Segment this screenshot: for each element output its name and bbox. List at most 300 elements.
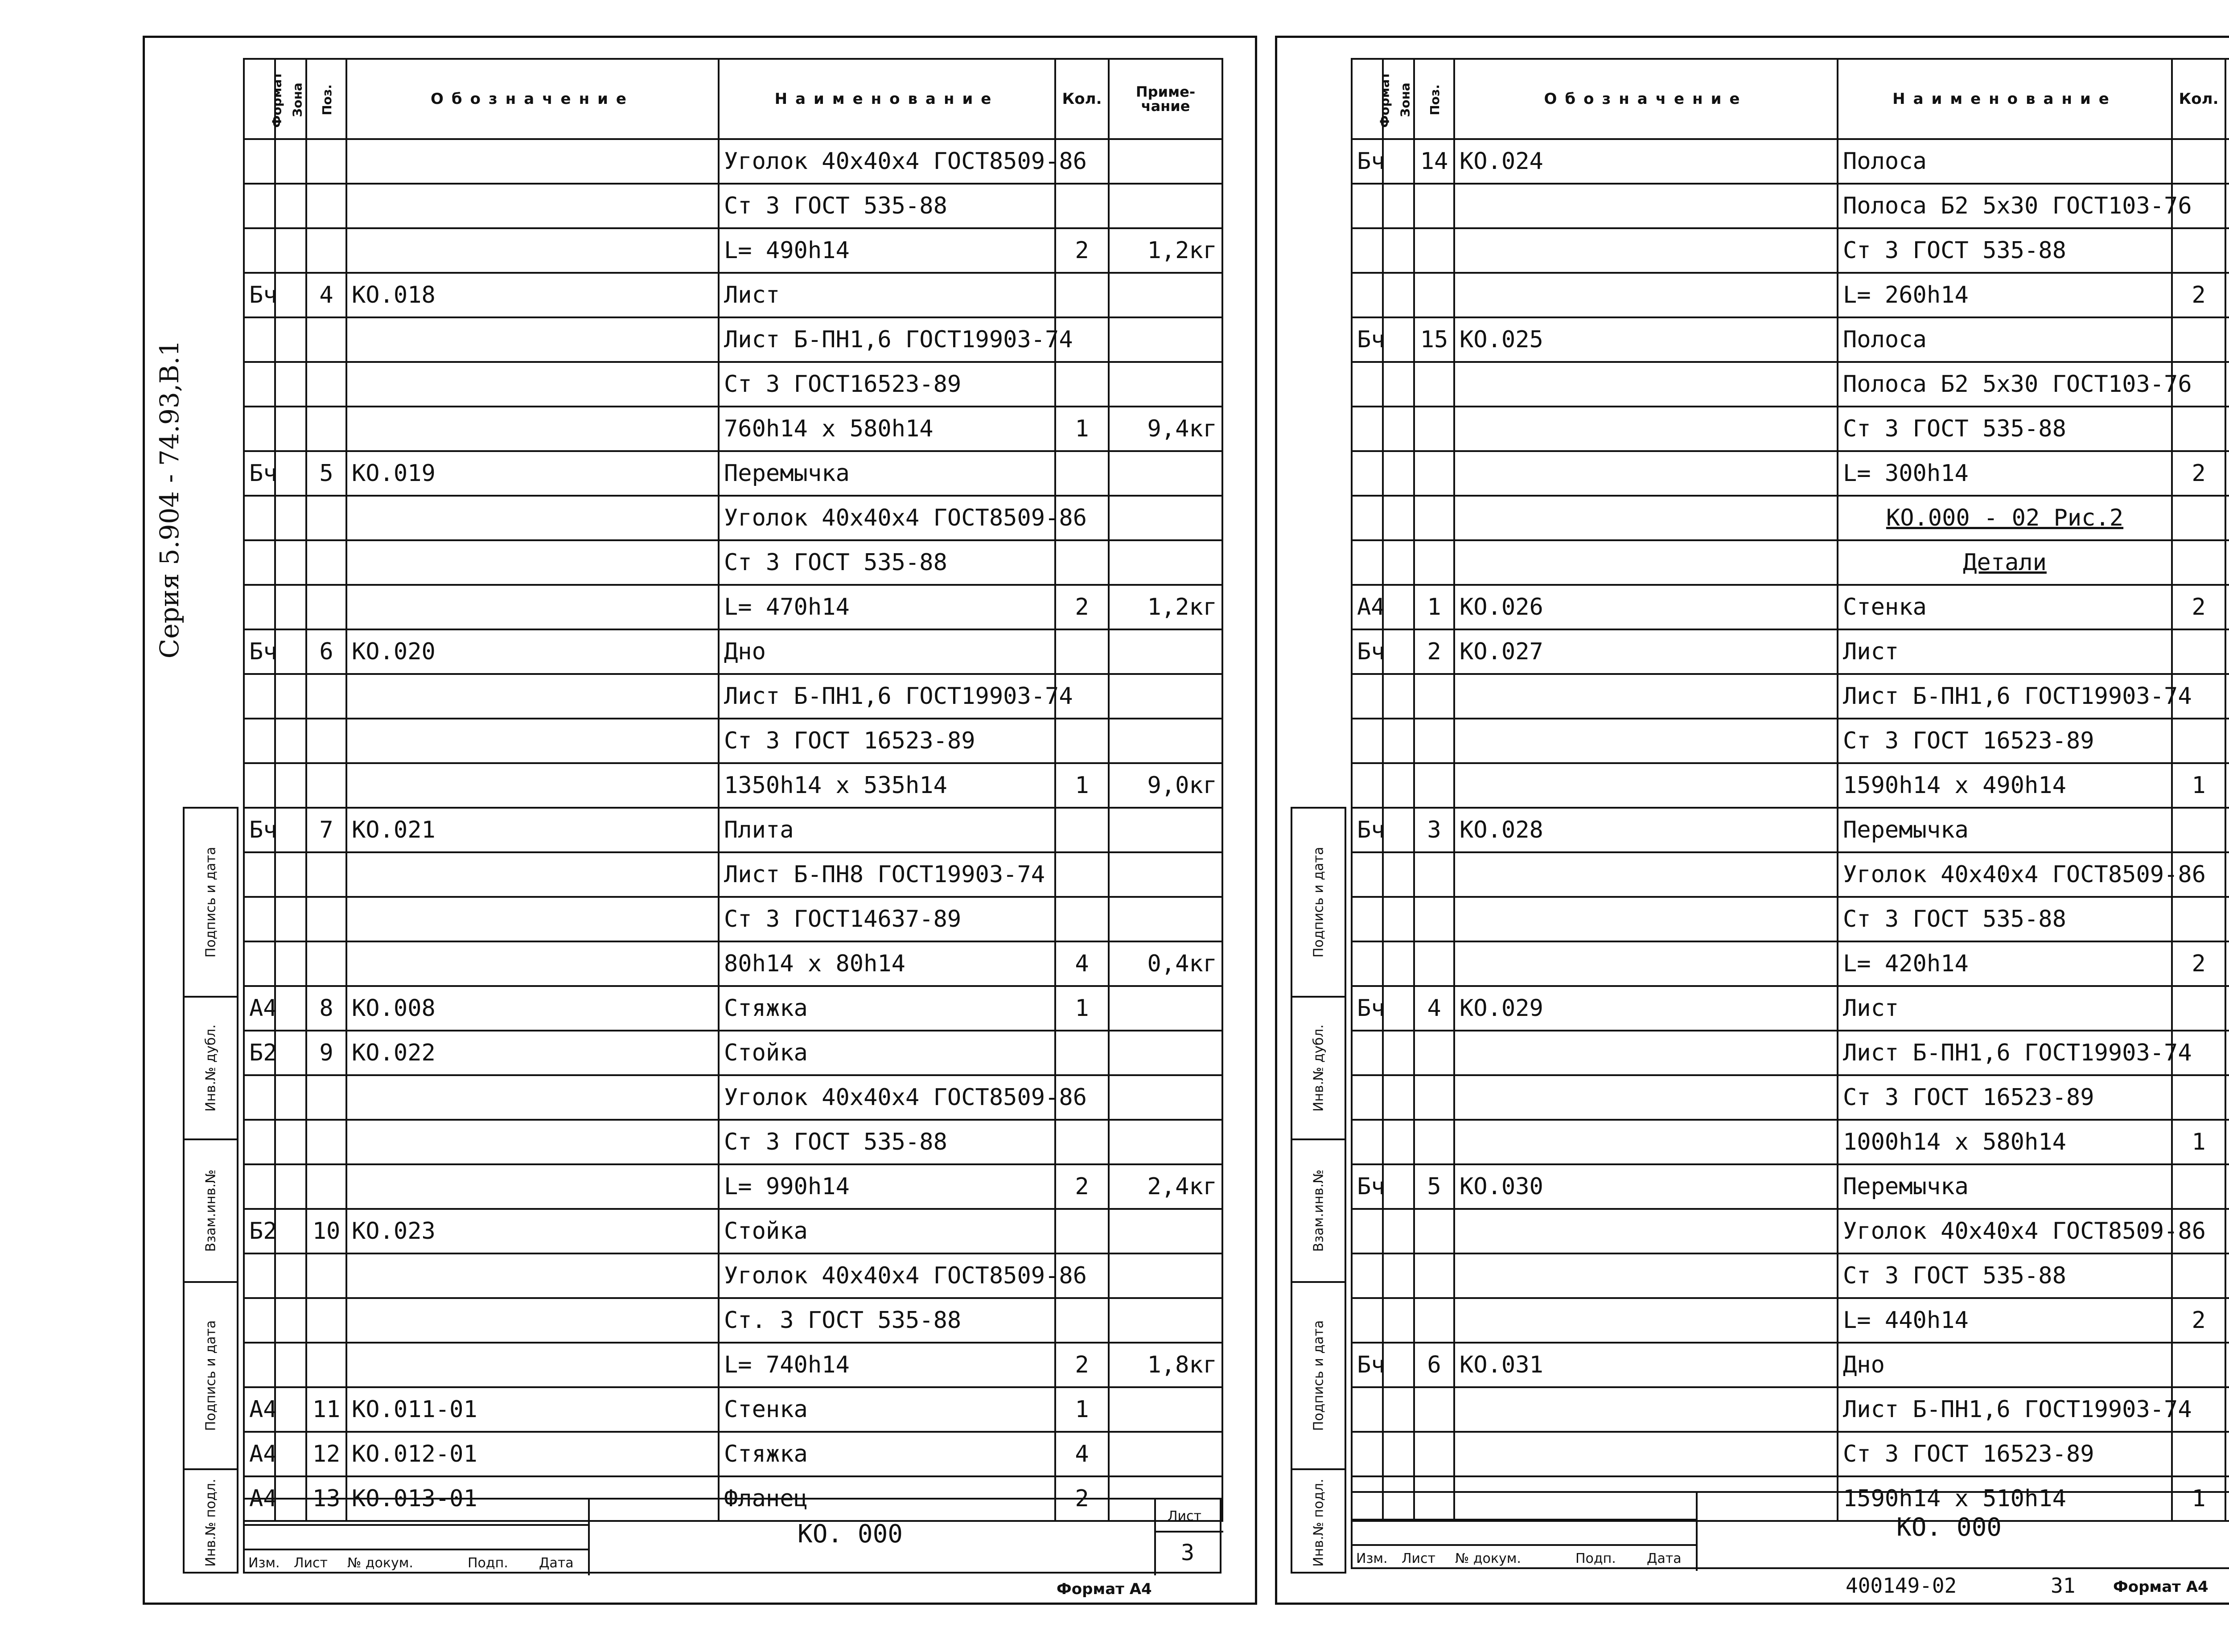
right-table-body	[1352, 139, 2229, 1521]
designation-cell	[346, 184, 719, 228]
header-designation: Обозначение	[346, 59, 719, 139]
zone-cell	[1383, 1164, 1414, 1209]
designation-cell	[346, 139, 719, 184]
format-cell	[1352, 852, 1383, 897]
qty-cell	[1055, 273, 1109, 317]
table-row	[244, 674, 1222, 719]
format-cell	[244, 1075, 275, 1120]
table-row	[244, 317, 1222, 362]
name-cell: Лист Б-ПН1,6 ГОСТ19903-74	[719, 317, 1055, 362]
name-cell: Стойка	[719, 1031, 1055, 1075]
note-cell	[1109, 317, 1222, 362]
qty-cell	[1055, 719, 1109, 763]
qty-cell: 4	[1055, 1432, 1109, 1476]
format-cell: Б2	[244, 1031, 275, 1075]
qty-cell: 1	[2172, 763, 2225, 808]
stamp-divider	[1353, 1519, 1696, 1520]
pos-cell	[1414, 451, 1454, 496]
name-cell: Ст 3 ГОСТ14637-89	[719, 897, 1055, 941]
note-cell	[1109, 897, 1222, 941]
note-cell	[2225, 184, 2229, 228]
pos-cell	[306, 852, 346, 897]
qty-cell	[2172, 139, 2225, 184]
pos-cell	[1414, 1432, 1454, 1476]
qty-cell: 2	[2172, 451, 2225, 496]
designation-cell	[1454, 1432, 1838, 1476]
table-row	[1352, 540, 2229, 585]
note-cell	[2225, 1432, 2229, 1476]
format-cell: Б2	[244, 1209, 275, 1253]
header-qty: Кол.	[1055, 59, 1109, 139]
table-row	[244, 1253, 1222, 1298]
note-cell	[2225, 1343, 2229, 1387]
zone-cell	[1383, 1075, 1414, 1120]
designation-cell	[346, 1253, 719, 1298]
pos-cell	[1414, 763, 1454, 808]
table-row	[1352, 629, 2229, 674]
note-cell	[1109, 1253, 1222, 1298]
name-cell: Ст 3 ГОСТ 535-88	[719, 1120, 1055, 1164]
zone-cell	[1383, 1031, 1414, 1075]
name-cell: Плита	[719, 808, 1055, 852]
format-cell	[1352, 897, 1383, 941]
name-cell: Лист	[1838, 986, 2172, 1031]
zone-cell	[275, 451, 306, 496]
qty-cell	[2172, 629, 2225, 674]
note-cell	[2225, 228, 2229, 273]
qty-cell	[2172, 1075, 2225, 1120]
qty-cell: 2	[1055, 585, 1109, 629]
zone-cell	[1383, 1343, 1414, 1387]
format-cell	[1352, 362, 1383, 407]
designation-cell	[346, 1075, 719, 1120]
qty-cell	[2172, 808, 2225, 852]
pos-cell: 4	[1414, 986, 1454, 1031]
format-cell: Бч	[1352, 808, 1383, 852]
side-cell-2	[185, 996, 237, 1138]
zone-cell	[275, 1253, 306, 1298]
note-cell	[2225, 1164, 2229, 1209]
name-cell: Уголок 40х40х4 ГОСТ8509-86	[1838, 852, 2172, 897]
pos-cell	[1414, 184, 1454, 228]
zone-cell	[1383, 184, 1414, 228]
table-row	[1352, 808, 2229, 852]
zone-cell	[1383, 317, 1414, 362]
zone-cell	[275, 228, 306, 273]
name-cell: Ст 3 ГОСТ 535-88	[719, 184, 1055, 228]
table-row	[244, 1298, 1222, 1343]
zone-cell	[275, 629, 306, 674]
table-row	[1352, 1298, 2229, 1343]
designation-cell	[1454, 1298, 1838, 1343]
zone-cell	[275, 986, 306, 1031]
pos-cell	[306, 1120, 346, 1164]
note-cell	[2225, 1075, 2229, 1120]
name-cell: L= 420h14	[1838, 941, 2172, 986]
note-cell	[2225, 585, 2229, 629]
format-cell	[1352, 407, 1383, 451]
format-cell	[1352, 1075, 1383, 1120]
table-row	[244, 1387, 1222, 1432]
series-label: Серия 5.904 - 74.93,В.1	[154, 340, 185, 659]
table-row	[244, 719, 1222, 763]
pos-cell: 8	[306, 986, 346, 1031]
pos-cell	[306, 763, 346, 808]
pos-cell: 7	[306, 808, 346, 852]
qty-cell	[1055, 897, 1109, 941]
qty-cell	[1055, 1120, 1109, 1164]
inventory-page: 31	[2051, 1574, 2076, 1598]
name-cell: Полоса Б2 5х30 ГОСТ103-76	[1838, 184, 2172, 228]
table-row	[244, 941, 1222, 986]
note-cell: 1,2кг	[1109, 585, 1222, 629]
table-row	[1352, 1432, 2229, 1476]
designation-cell	[346, 585, 719, 629]
note-cell	[2225, 719, 2229, 763]
note-cell: 9,4кг	[1109, 407, 1222, 451]
name-cell: Стенка	[719, 1387, 1055, 1432]
pos-cell	[306, 496, 346, 540]
format-cell: Бч	[1352, 317, 1383, 362]
designation-cell	[1454, 184, 1838, 228]
format-cell: Бч	[1352, 986, 1383, 1031]
name-cell: 1590h14 х 510h14	[1838, 1476, 2172, 1521]
format-cell: А4	[1352, 585, 1383, 629]
format-cell	[244, 1164, 275, 1209]
format-cell: А4	[244, 1432, 275, 1476]
qty-cell	[1055, 451, 1109, 496]
qty-cell	[2172, 407, 2225, 451]
left-stamp-col-5: Дата	[539, 1555, 574, 1571]
format-cell	[244, 719, 275, 763]
qty-cell	[2172, 897, 2225, 941]
pos-cell: 9	[306, 1031, 346, 1075]
right-stamp-col-1: Изм.	[1356, 1551, 1388, 1566]
side-cell-5	[185, 1468, 237, 1575]
side-cell-4	[1292, 1281, 1345, 1468]
qty-cell: 2	[2172, 273, 2225, 317]
designation-cell: КО.031	[1454, 1343, 1838, 1387]
designation-cell	[1454, 1209, 1838, 1253]
format-cell	[1352, 1031, 1383, 1075]
table-header	[244, 59, 1222, 139]
left-stamp-col-2: Лист	[294, 1555, 328, 1571]
stamp-divider	[1696, 1493, 1698, 1571]
table-row	[244, 273, 1222, 317]
format-cell	[244, 317, 275, 362]
note-cell	[2225, 317, 2229, 362]
zone-cell	[275, 139, 306, 184]
designation-cell: КО.018	[346, 273, 719, 317]
qty-cell	[1055, 540, 1109, 585]
name-cell: L= 490h14	[719, 228, 1055, 273]
note-cell: 1,2кг	[1109, 228, 1222, 273]
table-row	[244, 986, 1222, 1031]
name-cell: Лист Б-ПН1,6 ГОСТ19903-74	[1838, 1387, 2172, 1432]
format-cell: Бч	[1352, 1164, 1383, 1209]
qty-cell	[2172, 1164, 2225, 1209]
header-note: Приме-чание	[1109, 59, 1222, 139]
qty-cell	[1055, 1298, 1109, 1343]
side-label: Инв.№ дубл.	[203, 1024, 218, 1112]
zone-cell	[1383, 1120, 1414, 1164]
table-row	[1352, 139, 2229, 184]
note-cell	[1109, 808, 1222, 852]
header-name: Наименование	[719, 59, 1055, 139]
qty-cell: 2	[2172, 585, 2225, 629]
note-cell	[2225, 808, 2229, 852]
name-cell: Ст 3 ГОСТ16523-89	[719, 362, 1055, 407]
note-cell	[2225, 1120, 2229, 1164]
pos-cell	[306, 228, 346, 273]
note-cell	[2225, 496, 2229, 540]
note-cell	[1109, 629, 1222, 674]
designation-cell	[1454, 273, 1838, 317]
side-label: Подпись и дата	[1311, 847, 1326, 958]
zone-cell	[1383, 674, 1414, 719]
zone-cell	[1383, 763, 1414, 808]
note-cell	[2225, 362, 2229, 407]
designation-cell	[1454, 1031, 1838, 1075]
name-cell: Перемычка	[719, 451, 1055, 496]
format-cell: А4	[244, 1476, 275, 1521]
designation-cell: КО.021	[346, 808, 719, 852]
table-row	[1352, 273, 2229, 317]
note-cell	[1109, 719, 1222, 763]
zone-cell	[275, 1209, 306, 1253]
designation-cell	[1454, 1253, 1838, 1298]
table-row	[244, 407, 1222, 451]
zone-cell	[1383, 1253, 1414, 1298]
table-row	[1352, 1209, 2229, 1253]
side-cell-4	[185, 1281, 237, 1468]
format-cell	[244, 897, 275, 941]
designation-cell	[346, 540, 719, 585]
designation-cell: КО.026	[1454, 585, 1838, 629]
table-row	[244, 1031, 1222, 1075]
table-row	[1352, 719, 2229, 763]
inventory-number: 400149-02	[1846, 1574, 1957, 1598]
table-row	[244, 540, 1222, 585]
right-stamp-col-5: Дата	[1647, 1551, 1682, 1566]
table-row	[1352, 674, 2229, 719]
note-cell	[2225, 139, 2229, 184]
pos-cell	[306, 407, 346, 451]
side-cell-1	[185, 809, 237, 996]
qty-cell: 1	[1055, 1387, 1109, 1432]
note-cell	[2225, 407, 2229, 451]
qty-cell: 1	[2172, 1120, 2225, 1164]
side-label: Взам.инв.№	[1311, 1169, 1326, 1252]
pos-cell	[306, 540, 346, 585]
pos-cell	[306, 1343, 346, 1387]
table-row	[1352, 184, 2229, 228]
table-row	[1352, 228, 2229, 273]
left-table-body	[244, 139, 1222, 1521]
format-cell	[1352, 719, 1383, 763]
note-cell	[1109, 1120, 1222, 1164]
side-cell-3	[1292, 1138, 1345, 1281]
qty-cell	[2172, 719, 2225, 763]
zone-cell	[275, 1343, 306, 1387]
pos-cell	[306, 719, 346, 763]
note-cell: 1,8кг	[1109, 1343, 1222, 1387]
designation-cell	[1454, 362, 1838, 407]
table-row	[244, 585, 1222, 629]
pos-cell	[1414, 719, 1454, 763]
zone-cell	[275, 317, 306, 362]
zone-cell	[275, 1120, 306, 1164]
name-cell: Полоса	[1838, 317, 2172, 362]
left-stamp-col-4: Подп.	[468, 1555, 508, 1571]
left-format-label: Формат А4	[1057, 1580, 1152, 1598]
format-cell	[244, 1253, 275, 1298]
format-cell	[244, 184, 275, 228]
name-cell: 1350h14 х 535h14	[719, 763, 1055, 808]
designation-cell	[1454, 674, 1838, 719]
pos-cell	[306, 362, 346, 407]
qty-cell: 2	[1055, 1164, 1109, 1209]
name-cell: Уголок 40х40х4 ГОСТ8509-86	[719, 1075, 1055, 1120]
table-row	[244, 1164, 1222, 1209]
designation-cell	[346, 1298, 719, 1343]
note-cell	[1109, 496, 1222, 540]
qty-cell	[2172, 1343, 2225, 1387]
designation-cell	[1454, 852, 1838, 897]
zone-cell	[275, 1075, 306, 1120]
pos-cell	[1414, 852, 1454, 897]
table-row	[1352, 986, 2229, 1031]
qty-cell	[2172, 317, 2225, 362]
designation-cell	[346, 407, 719, 451]
name-cell: Полоса	[1838, 139, 2172, 184]
table-row	[1352, 1253, 2229, 1298]
note-cell	[2225, 273, 2229, 317]
format-cell	[244, 139, 275, 184]
table-row	[244, 1432, 1222, 1476]
pos-cell	[1414, 897, 1454, 941]
name-cell: Ст 3 ГОСТ 16523-89	[1838, 1075, 2172, 1120]
designation-cell: КО.012-01	[346, 1432, 719, 1476]
stamp-divider	[1154, 1500, 1156, 1575]
name-cell: Лист Б-ПН1,6 ГОСТ19903-74	[719, 674, 1055, 719]
note-cell: 2,4кг	[1109, 1164, 1222, 1209]
zone-cell	[1383, 808, 1414, 852]
name-cell: Дно	[1838, 1343, 2172, 1387]
designation-cell: КО.029	[1454, 986, 1838, 1031]
table-row	[1352, 1031, 2229, 1075]
zone-cell	[275, 1298, 306, 1343]
qty-cell	[1055, 1209, 1109, 1253]
header-pos: Поз.	[306, 59, 346, 139]
qty-cell	[2172, 1432, 2225, 1476]
format-cell: Бч	[244, 808, 275, 852]
table-row	[244, 808, 1222, 852]
pos-cell	[306, 1164, 346, 1209]
name-cell: Лист Б-ПН1,6 ГОСТ19903-74	[1838, 674, 2172, 719]
table-row	[244, 496, 1222, 540]
table-row	[1352, 1120, 2229, 1164]
name-cell: Лист Б-ПН8 ГОСТ19903-74	[719, 852, 1055, 897]
designation-cell: КО.028	[1454, 808, 1838, 852]
left-stamp-sheet-label: Лист	[1168, 1508, 1202, 1524]
table-row	[1352, 1387, 2229, 1432]
zone-cell	[1383, 228, 1414, 273]
format-cell: Бч	[244, 273, 275, 317]
format-cell: А4	[244, 1387, 275, 1432]
zone-cell	[1383, 362, 1414, 407]
designation-cell	[346, 317, 719, 362]
left-title-block	[243, 1498, 1221, 1574]
designation-cell: КО.024	[1454, 139, 1838, 184]
designation-cell: КО.011-01	[346, 1387, 719, 1432]
name-cell: Ст. 3 ГОСТ 535-88	[719, 1298, 1055, 1343]
format-cell	[1352, 1432, 1383, 1476]
note-cell	[2225, 852, 2229, 897]
designation-cell	[1454, 897, 1838, 941]
zone-cell	[275, 496, 306, 540]
left-stamp-sheet-no: 3	[1181, 1540, 1195, 1566]
format-cell	[1352, 1120, 1383, 1164]
name-cell: Ст 3 ГОСТ 16523-89	[1838, 1432, 2172, 1476]
pos-cell: 10	[306, 1209, 346, 1253]
designation-cell	[346, 674, 719, 719]
designation-cell	[1454, 407, 1838, 451]
table-row	[244, 852, 1222, 897]
left-side-strip	[183, 807, 239, 1574]
note-cell	[1109, 1075, 1222, 1120]
pos-cell	[306, 1075, 346, 1120]
name-cell: Перемычка	[1838, 1164, 2172, 1209]
name-cell: Стяжка	[719, 1432, 1055, 1476]
pos-cell: 14	[1414, 139, 1454, 184]
name-cell: Детали	[1838, 540, 2172, 585]
name-cell: Ст 3 ГОСТ 535-88	[1838, 407, 2172, 451]
table-row	[1352, 317, 2229, 362]
pos-cell	[1414, 540, 1454, 585]
name-cell: Стяжка	[719, 986, 1055, 1031]
note-cell	[1109, 451, 1222, 496]
format-cell: Бч	[1352, 1343, 1383, 1387]
format-cell: А4	[244, 986, 275, 1031]
note-cell	[1109, 184, 1222, 228]
left-stamp-col-1: Изм.	[248, 1555, 280, 1571]
side-cell-3	[185, 1138, 237, 1281]
table-row	[244, 897, 1222, 941]
header-note	[2225, 59, 2229, 139]
zone-cell	[275, 852, 306, 897]
note-cell	[1109, 540, 1222, 585]
side-cell-1	[1292, 809, 1345, 996]
designation-cell	[346, 1164, 719, 1209]
note-cell	[1109, 1298, 1222, 1343]
pos-cell: 11	[306, 1387, 346, 1432]
table-row	[1352, 852, 2229, 897]
pos-cell: 12	[306, 1432, 346, 1476]
zone-cell	[1383, 852, 1414, 897]
zone-cell	[1383, 941, 1414, 986]
note-cell	[1109, 1432, 1222, 1476]
side-cell-2	[1292, 996, 1345, 1138]
note-cell	[1109, 1387, 1222, 1432]
designation-cell	[1454, 496, 1838, 540]
side-label: Инв.№ подл.	[1311, 1479, 1326, 1567]
designation-cell: КО.022	[346, 1031, 719, 1075]
pos-cell	[1414, 1120, 1454, 1164]
designation-cell	[1454, 451, 1838, 496]
table-row	[1352, 1164, 2229, 1209]
designation-cell: КО.008	[346, 986, 719, 1031]
